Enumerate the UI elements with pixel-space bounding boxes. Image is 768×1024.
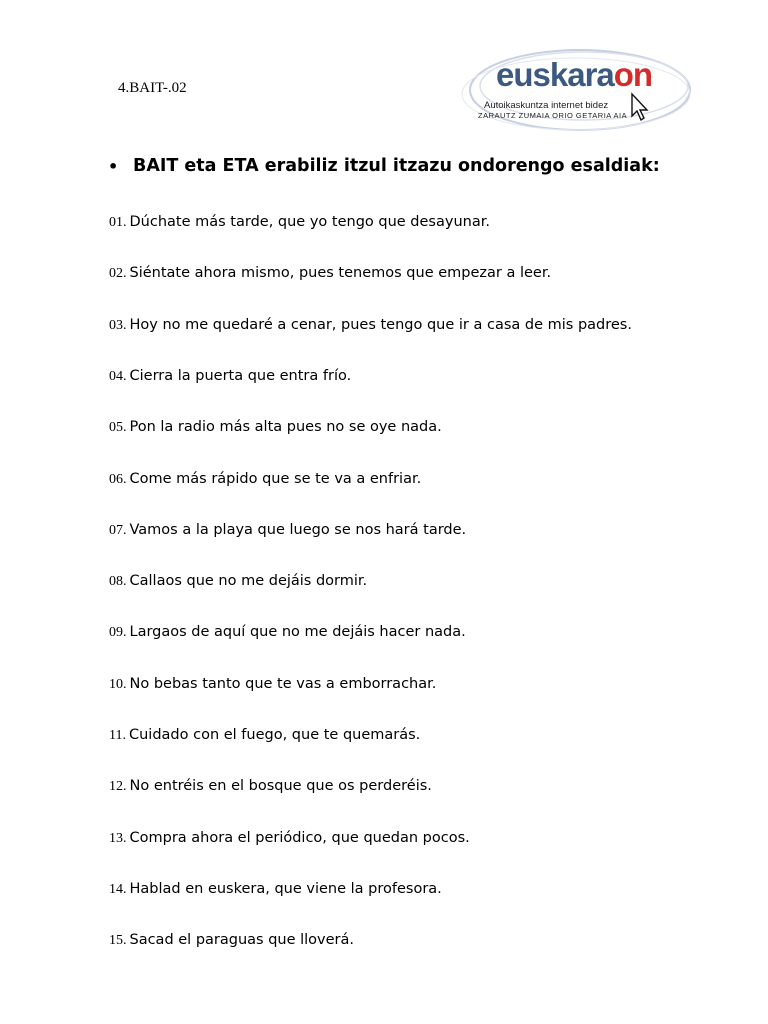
sentence-text: Callaos que no me dejáis dormir.: [129, 573, 368, 590]
sentence-item: [109, 828, 470, 849]
heading-text: BAIT eta ETA erabiliz itzul itzazu ondorengo esaldiak:: [133, 156, 660, 176]
logo-towns: ZARAUTZ ZUMAIA ORIO GETARIA AIA: [478, 111, 628, 120]
logo-word-part2: on: [613, 56, 653, 93]
sentence-text: No bebas tanto que te vas a emborrachar.: [129, 675, 437, 692]
sentence-number: 14.: [109, 881, 127, 897]
sentence-number: 13.: [109, 830, 127, 846]
sentence-text: Compra ahora el periódico, que quedan pocos.: [129, 829, 470, 846]
sentence-number: 11.: [109, 728, 126, 743]
logo-wordmark: [496, 58, 652, 91]
bullet-icon: •: [108, 156, 119, 176]
sentence-text: Hablad en euskera, que viene la profesora.: [129, 880, 442, 897]
sentence-item: [109, 725, 420, 746]
sentence-number: 05.: [109, 420, 127, 436]
sentence-number: 02.: [109, 266, 127, 282]
sentence-item: [109, 212, 490, 233]
sentence-text: Siéntate ahora mismo, pues tenemos que empezar a leer.: [129, 265, 552, 282]
sentence-number: 07.: [109, 522, 127, 538]
logo-word-part1: euskara: [496, 56, 614, 93]
sentence-text: Dúchate más tarde, que yo tengo que desayunar.: [129, 214, 490, 230]
sentence-text: Sacad el paraguas que lloverá.: [129, 932, 355, 949]
exercise-heading: [108, 156, 660, 176]
sentence-number: 08.: [109, 574, 127, 590]
sentence-number: 10.: [109, 676, 127, 692]
sentence-item: [109, 520, 466, 541]
euskaraon-logo: [452, 44, 696, 136]
sentence-item: [109, 879, 442, 900]
sentence-item: [109, 366, 351, 387]
sentence-item: [109, 417, 442, 438]
sentence-text: No entréis en el bosque que os perderéis.: [129, 778, 432, 795]
sentence-item: [109, 622, 466, 643]
sentence-item: [109, 263, 551, 284]
sentence-item: [109, 674, 436, 695]
document-code: 4.BAIT-.02: [118, 80, 187, 96]
logo-tagline: Autoikaskuntza internet bidez: [484, 100, 609, 111]
sentence-number: 15.: [109, 933, 127, 949]
sentence-number: 04.: [109, 368, 127, 384]
sentence-item: [109, 930, 354, 951]
sentence-text: Cuidado con el fuego, que te quemarás.: [128, 727, 421, 743]
sentence-item: [109, 315, 632, 336]
sentence-text: Come más rápido que se te va a enfriar.: [129, 470, 422, 487]
sentence-item: [109, 571, 367, 592]
sentence-text: Cierra la puerta que entra frío.: [129, 367, 352, 384]
sentence-number: 06.: [109, 471, 127, 487]
sentence-text: Vamos a la playa que luego se nos hará tarde.: [129, 521, 467, 538]
sentence-text: Hoy no me quedaré a cenar, pues tengo que ir a casa de mis padres.: [129, 316, 632, 333]
sentence-item: [109, 776, 432, 797]
sentence-text: Pon la radio más alta pues no se oye nada.: [129, 419, 442, 436]
sentence-number: 03.: [109, 317, 127, 333]
sentence-number: 01.: [109, 215, 127, 230]
sentence-item: [109, 469, 421, 490]
sentence-number: 12.: [109, 779, 127, 795]
sentence-number: 09.: [109, 625, 127, 641]
sentence-text: Largaos de aquí que no me dejáis hacer nada.: [129, 624, 466, 641]
